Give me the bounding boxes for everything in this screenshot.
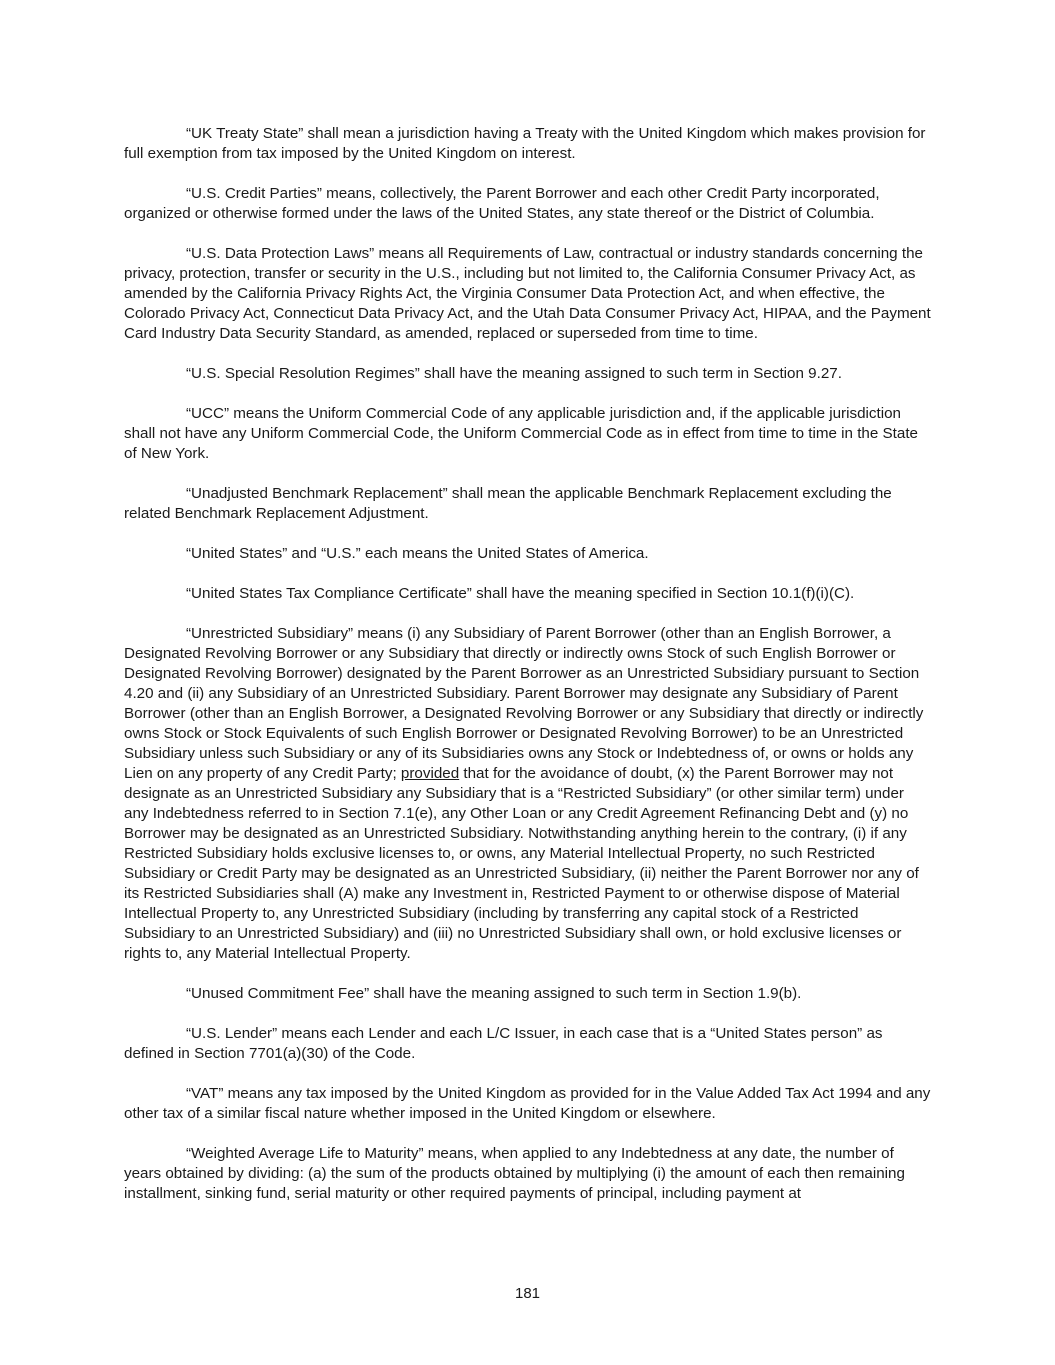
definition-us-special-resolution-regimes: “U.S. Special Resolution Regimes” shall have the meaning assigned to such term in Section 9.27.	[186, 365, 842, 382]
definition-unrestricted-subsidiary	[124, 624, 932, 964]
page-number: 181	[514, 1285, 541, 1302]
definition-unadjusted-benchmark-replacement: “Unadjusted Benchmark Replacement” shall mean the applicable Benchmark Replacement excluding the related Benchmark Replacement Adjustment.	[124, 485, 892, 522]
unrestricted-subsidiary-text-before: “Unrestricted Subsidiary” means (i) any Subsidiary of Parent Borrower (other than an English Borrower, a Designated Revolving Borrower or any Subsidiary that directly or indirectly owns Stock of such English Borrower or Designated Revolving Borrower) designated by the Parent Borrower as an Unrestricted Subsidiary pursuant to Section 4.20 and (ii) any Subsidiary of an Unrestricted Subsidiary. Parent Borrower may designate any Subsidiary of Parent Borrower (other than an English Borrower, a Designated Revolving Borrower or any Subsidiary that directly or indirectly owns Stock or Stock Equivalents of such English Borrower or Designated Revolving Borrower) to be an Unrestricted Subsidiary unless such Subsidiary or any of its Subsidiaries owns any Stock or Indebtedness of, or owns or holds any Lien on any property of any Credit Party;	[124, 625, 924, 782]
document-body	[124, 124, 932, 1224]
definition-vat: “VAT” means any tax imposed by the United Kingdom as provided for in the Value Added Tax Act 1994 and any other tax of a similar fiscal nature whether imposed in the United Kingdom or elsewhere.	[124, 1085, 931, 1122]
definition-uk-treaty-state: “UK Treaty State” shall mean a jurisdiction having a Treaty with the United Kingdom which makes provision for full exemption from tax imposed by the United Kingdom on interest.	[124, 125, 926, 162]
definition-us-lender: “U.S. Lender” means each Lender and each L/C Issuer, in each case that is a “United States person” as defined in Section 7701(a)(30) of the Code.	[124, 1025, 883, 1062]
definition-weighted-average-life-to-maturity: “Weighted Average Life to Maturity” means, when applied to any Indebtedness at any date, the number of years obtained by dividing: (a) the sum of the products obtained by multiplying (i) the amount of each then remaining installment, sinking fund, serial maturity or other required payments of principal, including payment at	[124, 1145, 905, 1202]
definition-united-states: “United States” and “U.S.” each means the United States of America.	[186, 545, 649, 562]
unrestricted-subsidiary-text-after: that for the avoidance of doubt, (x) the Parent Borrower may not designate as an Unrestricted Subsidiary any Subsidiary that is a “Restricted Subsidiary” (or other similar term) under any Indebtedness referred to in Section 7.1(e), any Other Loan or any Credit Agreement Refinancing Debt and (y) no Borrower may be designated as an Unrestricted Subsidiary. Notwithstanding anything herein to the contrary, (i) if any Restricted Subsidiary holds exclusive licenses to, or owns, any Material Intellectual Property, no such Restricted Subsidiary or Credit Party may be designated as an Unrestricted Subsidiary, (ii) neither the Parent Borrower nor any of its Restricted Subsidiaries shall (A) make any Investment in, Restricted Payment to or otherwise dispose of Material Intellectual Property to, any Unrestricted Subsidiary (including by transferring any capital stock of a Restricted Subsidiary to an Unrestricted Subsidiary) and (iii) no Unrestricted Subsidiary shall own, or hold exclusive licenses or rights to, any Material Intellectual Property.	[124, 765, 919, 962]
definition-us-data-protection-laws: “U.S. Data Protection Laws” means all Requirements of Law, contractual or industry standards concerning the privacy, protection, transfer or security in the U.S., including but not limited to, the California Consumer Privacy Act, as amended by the California Privacy Rights Act, the Virginia Consumer Data Protection Act, and when effective, the Colorado Privacy Act, Connecticut Data Privacy Act, and the Utah Data Consumer Privacy Act, HIPAA, and the Payment Card Industry Data Security Standard, as amended, replaced or superseded from time to time.	[124, 245, 931, 342]
definition-us-credit-parties: “U.S. Credit Parties” means, collectively, the Parent Borrower and each other Credit Party incorporated, organized or otherwise formed under the laws of the United States, any state thereof or the District of Columbia.	[124, 185, 880, 222]
provided-underlined-term: provided	[400, 765, 460, 782]
definition-unused-commitment-fee: “Unused Commitment Fee” shall have the meaning assigned to such term in Section 1.9(b).	[186, 985, 802, 1002]
definition-us-tax-compliance-certificate: “United States Tax Compliance Certificate” shall have the meaning specified in Section 10.1(f)(i)(C).	[186, 585, 855, 602]
definition-ucc: “UCC” means the Uniform Commercial Code of any applicable jurisdiction and, if the applicable jurisdiction shall not have any Uniform Commercial Code, the Uniform Commercial Code as in effect from time to time in the State of New York.	[124, 405, 919, 462]
